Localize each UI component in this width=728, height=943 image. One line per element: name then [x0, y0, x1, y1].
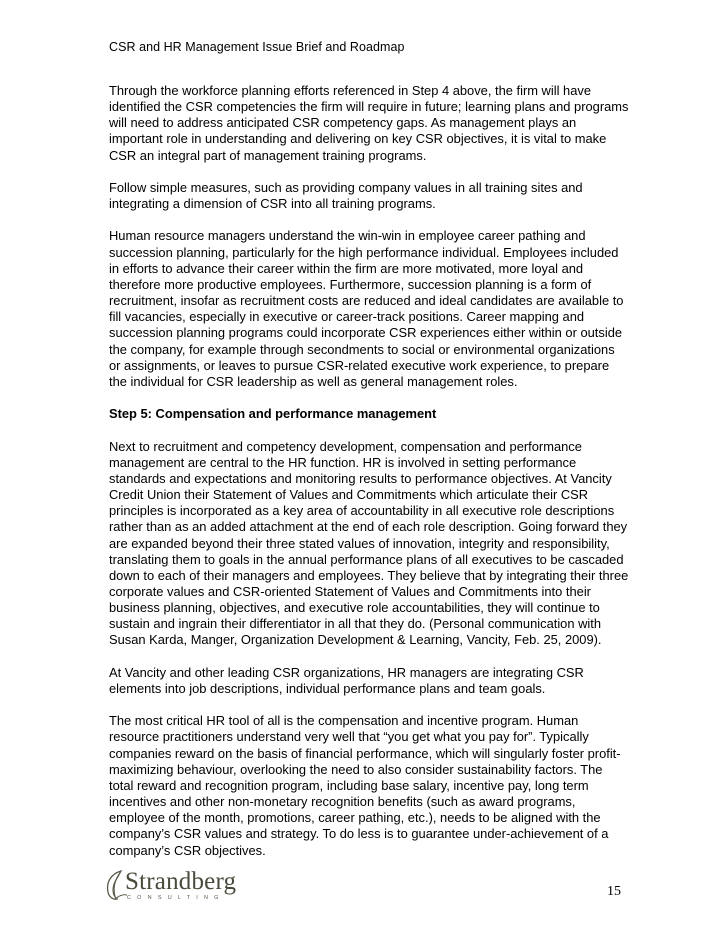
page-header: CSR and HR Management Issue Brief and Roadmap	[109, 40, 405, 54]
paragraph-vancity: At Vancity and other leading CSR organizations, HR managers are integrating CSR elements into job descriptions, individual performance plans and team goals.	[109, 664, 584, 696]
section-heading-step-5: Step 5: Compensation and performance management	[109, 406, 437, 422]
paragraph-incentive-program: The most critical HR tool of all is the compensation and incentive program. Human resource practitioners understand very well that “you get what you pay for”. Typically companies reward on the basis of financial performance, which will singularly foster profit-maximizing behaviour, overlooking the need to also consider sustainability factors. The total reward and recognition program, including base salary, incentive pay, long term incentives and other non-monetary recognition benefits (such as award programs, employee of the month, promotions, career pathing, etc.), needs to be aligned with the company’s CSR values and strategy. To do less is to guarantee under-achievement of a company’s CSR objectives.	[109, 713, 621, 858]
paragraph-career-pathing: Human resource managers understand the win-win in employee career pathing and succession planning, particularly for the high performance individual. Employees included in efforts to advance their career within the firm are more motivated, more loyal and therefore more productive employees. Furthermore, succession planning is a form of recruitment, insofar as recruitment costs are reduced and ideal candidates are available to fill vacancies, especially in executive or career-track positions. Career mapping and succession planning programs could incorporate CSR experiences either within or outside the company, for example through secondments to social or environmental organizations or assignments, or leaves to pursue CSR-related executive work experience, to prepare the individual for CSR leadership as well as general management roles.	[109, 228, 624, 389]
paragraph-simple-measures: Follow simple measures, such as providing company values in all training sites and integrating a dimension of CSR into all training programs.	[109, 179, 583, 212]
logo-name: Strandberg	[125, 868, 237, 895]
document-body	[109, 83, 629, 875]
page-number: 15	[607, 884, 621, 899]
logo-subtitle: CONSULTING	[127, 895, 225, 901]
paragraph-compensation: Next to recruitment and competency development, compensation and performance management are central to the HR function. HR is involved in setting performance standards and expectations and monitoring results to performance objectives. At Vancity Credit Union their Statement of Values and Commitments which articulate their CSR principles is incorporated as a key area of accountability in all executive role descriptions rather than as an added attachment at the end of each role description. Going forward they are expanded beyond their three stated values of innovation, integrity and responsibility, translating them to goals in the annual performance plans of all executives to be cascaded down to each of their managers and employees. They believe that by integrating their three corporate values and CSR-oriented Statement of Values and Commitments into their business planning, objectives, and executive role accountabilities, they will continue to sustain and ingrain their differentiator in all that they do. (Personal communication with Susan Karda, Manger, Organization Development & Learning, Vancity, Feb. 25, 2009).	[109, 438, 629, 648]
strandberg-logo	[103, 868, 243, 904]
paragraph-workforce-planning: Through the workforce planning efforts referenced in Step 4 above, the firm will have identified the CSR competencies the firm will require in future; learning plans and programs will need to address anticipated CSR competency gaps. As management plays an important role in understanding and delivering on key CSR objectives, it is vital to make CSR an integral part of management training programs.	[109, 83, 629, 163]
